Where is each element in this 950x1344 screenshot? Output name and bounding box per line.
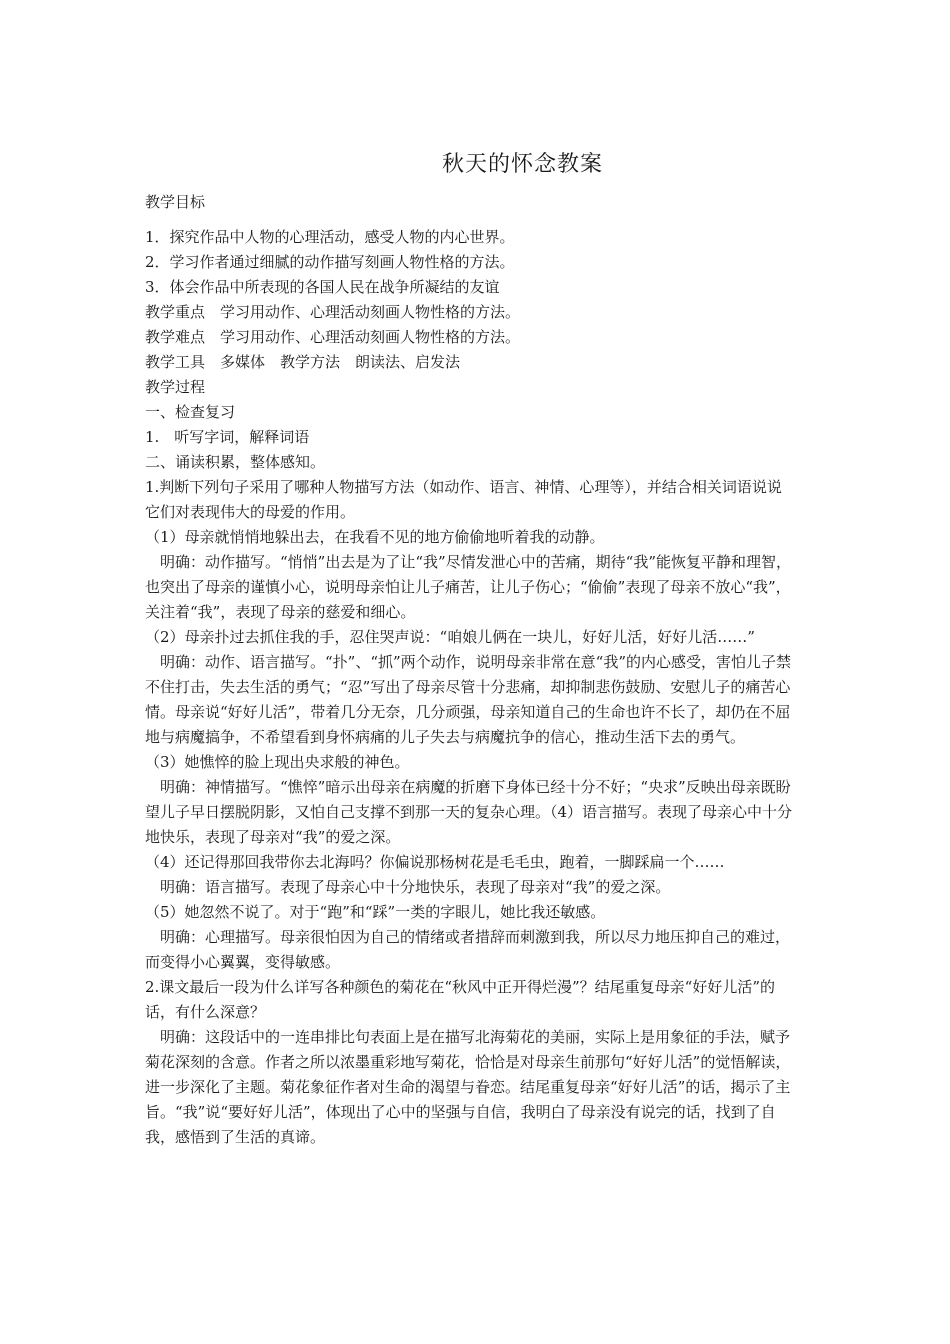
document-paragraph: 教学过程 bbox=[145, 378, 206, 396]
document-paragraph: 一、检查复习 bbox=[145, 403, 236, 421]
document-paragraph: 明确：动作、语言描写。“扑”、“抓”两个动作，说明母亲非常在意“我”的内心感受，害怕儿子禁不住打击，失去生活的勇气；“忍”写出了母亲尽管十分悲痛，却抑制悲伤鼓励、安慰儿子的痛苦心情。母亲说“好好儿活”，带着几分无奈，几分顽强，母亲知道自己的生命也许不长了，却仍在不屈地与病魔搞争，不希望看到身怀病痛的儿子失去与病魔抗争的信心，推动生活下去的勇气。 bbox=[145, 653, 792, 746]
document-paragraph: 明确：这段话中的一连串排比句表面上是在描写北海菊花的美丽，实际上是用象征的手法，赋予菊花深刻的含意。作者之所以浓墨重彩地写菊花，恰恰是对母亲生前那句“好好儿活”的觉悟解读，进一步深化了主题。菊花象征作者对生命的渴望与眷恋。结尾重复母亲“好好儿活”的话，揭示了主旨。“我”说“要好好儿活”，体现出了心中的坚强与自信，我明白了母亲没有说完的话，找到了自我，感悟到了生活的真谛。 bbox=[145, 1028, 791, 1146]
document-paragraph: 2．学习作者通过细腻的动作描写刻画人物性格的方法。 bbox=[145, 253, 515, 271]
document-paragraph: 教学工具 多媒体 教学方法 朗读法、启发法 bbox=[145, 353, 461, 371]
document-title: 秋天的怀念教案 bbox=[441, 152, 603, 177]
document-paragraph: （3）她憔悴的脸上现出央求般的神色。 bbox=[145, 753, 410, 771]
document-paragraph: 教学重点 学习用动作、心理活动刻画人物性格的方法。 bbox=[145, 303, 521, 321]
document-paragraph: 教学难点 学习用动作、心理活动刻画人物性格的方法。 bbox=[145, 328, 521, 346]
document-paragraph: 3．体会作品中所表现的各国人民在战争所凝结的友谊 bbox=[145, 278, 500, 296]
document-body bbox=[145, 190, 795, 1150]
document-paragraph: 1. 听写字词，解释词语 bbox=[145, 428, 310, 446]
document-paragraph: 二、诵读积累，整体感知。 bbox=[145, 453, 326, 471]
document-paragraph: 明确：神情描写。“憔悴”暗示出母亲在病魔的折磨下身体已经十分不好；“央求”反映出母亲既盼望儿子早日摆脱阴影，又怕自己支撑不到那一天的复杂心理。（4）语言描写。表现了母亲心中十分地快乐，表现了母亲对“我”的爱之深。 bbox=[145, 778, 793, 846]
document-paragraph: （2）母亲扑过去抓住我的手，忍住哭声说：“咱娘儿俩在一块儿，好好儿活，好好儿活……” bbox=[145, 628, 755, 646]
document-paragraph: 明确：心理描写。母亲很怕因为自己的情绪或者措辞而刺激到我，所以尽力地压抑自己的难过，而变得小心翼翼，变得敏感。 bbox=[145, 928, 791, 971]
document-paragraph: 1．探究作品中人物的心理活动，感受人物的内心世界。 bbox=[145, 228, 515, 246]
document-paragraph: 1.判断下列句子采用了哪种人物描写方法（如动作、语言、神情、心理等），并结合相关词语说说它们对表现伟大的母爱的作用。 bbox=[145, 478, 782, 521]
document-paragraph: （1）母亲就悄悄地躲出去，在我看不见的地方偷偷地听着我的动静。 bbox=[145, 528, 605, 546]
document-paragraph: 教学目标 bbox=[145, 193, 206, 211]
document-paragraph: 2.课文最后一段为什么详写各种颜色的菊花在“秋风中正开得烂漫”？结尾重复母亲“好好儿活”的话，有什么深意？ bbox=[145, 978, 775, 1021]
document-paragraph: 明确：语言描写。表现了母亲心中十分地快乐，表现了母亲对“我”的爱之深。 bbox=[145, 878, 671, 896]
document-paragraph: （5）她忽然不说了。对于“跑”和“踩”一类的字眼儿，她比我还敏感。 bbox=[145, 903, 606, 921]
document-paragraph: 明确：动作描写。“悄悄”出去是为了让“我”尽情发泄心中的苦痛，期待“我”能恢复平静和理智，也突出了母亲的谨慎小心，说明母亲怕让儿子痛苦，让儿子伤心；“偷偷”表现了母亲不放心“我”，关注着“我”，表现了母亲的慈爱和细心。 bbox=[145, 553, 792, 621]
document-paragraph: （4）还记得那回我带你去北海吗？你偏说那杨树花是毛毛虫，跑着，一脚踩扁一个…… bbox=[145, 853, 725, 871]
